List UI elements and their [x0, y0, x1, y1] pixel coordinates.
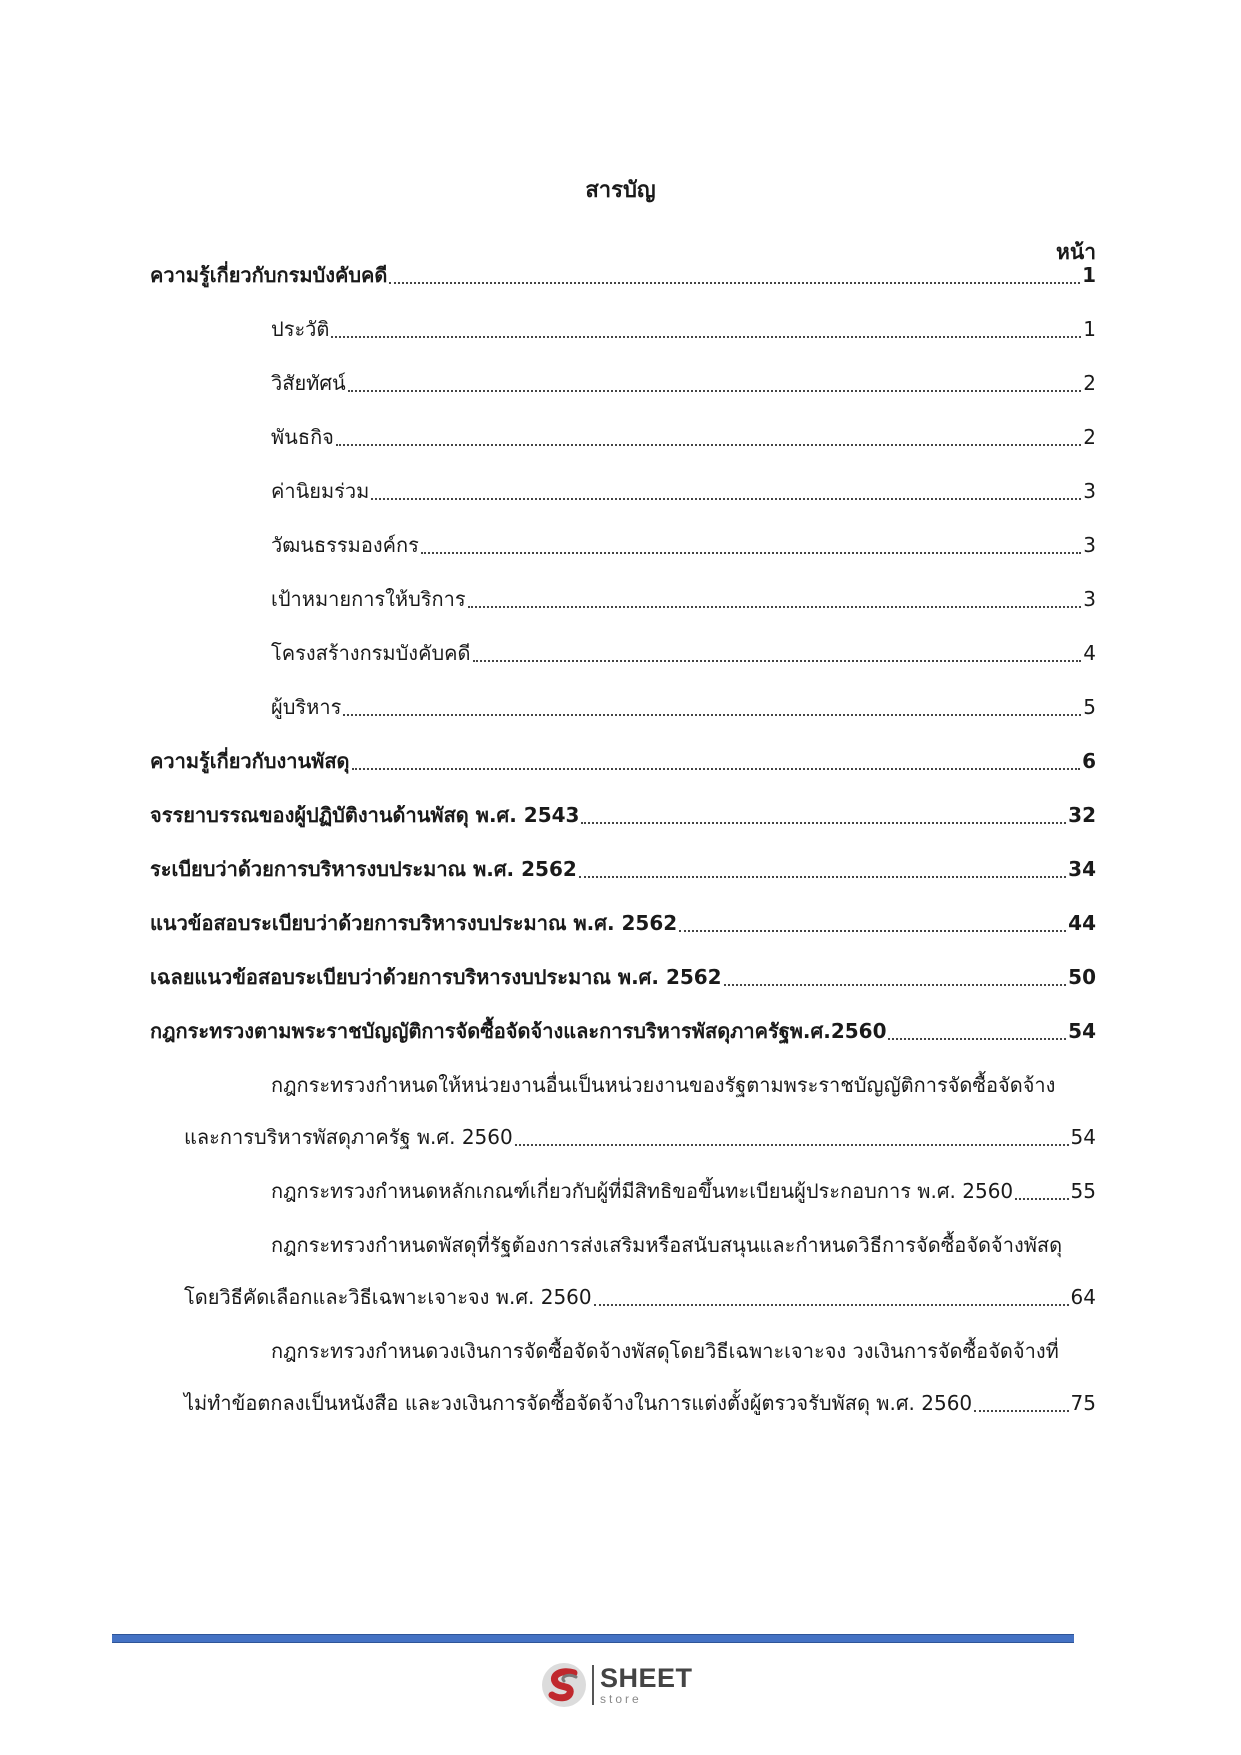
logo-divider: [592, 1665, 594, 1705]
toc-entry[interactable]: [184, 1118, 1096, 1152]
leader-dots: [343, 714, 1081, 716]
leader-dots: [371, 498, 1081, 500]
toc-entry-label: ประวัติ: [271, 317, 330, 341]
toc-entry-line1[interactable]: [271, 1066, 1096, 1100]
footer-divider: [112, 1634, 1074, 1643]
toc-entry[interactable]: [271, 364, 1096, 398]
leader-dots: [679, 930, 1066, 932]
toc-entry-page: 54: [1070, 1125, 1096, 1149]
toc-entry[interactable]: [271, 1172, 1096, 1206]
toc-entry-page: 2: [1083, 371, 1096, 395]
toc-entry-page: 3: [1083, 479, 1096, 503]
leader-dots: [389, 282, 1080, 284]
toc-entry-page: 50: [1068, 965, 1096, 989]
toc-entry[interactable]: [150, 904, 1096, 938]
toc-entry-label: วัฒนธรรมองค์กร: [271, 533, 419, 557]
toc-entry-label: ความรู้เกี่ยวกับงานพัสดุ: [150, 749, 350, 773]
toc-entry-label: กฎกระทรวงตามพระราชบัญญัติการจัดซื้อจัดจ้างและการบริหารพัสดุภาครัฐพ.ศ.2560: [150, 1019, 887, 1043]
leader-dots: [421, 552, 1081, 554]
leader-dots: [579, 876, 1066, 878]
toc-entry-label: เป้าหมายการให้บริการ: [271, 587, 466, 611]
toc-entry[interactable]: [271, 634, 1096, 668]
toc-entry-label: และการบริหารพัสดุภาครัฐ พ.ศ. 2560: [184, 1125, 513, 1149]
toc-entry[interactable]: [150, 796, 1096, 830]
leader-dots: [888, 1038, 1066, 1040]
toc-entry[interactable]: [271, 472, 1096, 506]
toc-entry-page: 1: [1082, 263, 1096, 287]
toc-entry-label: ผู้บริหาร: [271, 695, 342, 719]
toc-entry-page: 3: [1083, 587, 1096, 611]
toc-entry[interactable]: [271, 418, 1096, 452]
toc-entry-label: จรรยาบรรณของผู้ปฏิบัติงานด้านพัสดุ พ.ศ. 2543: [150, 803, 580, 827]
toc-entry[interactable]: [271, 580, 1096, 614]
leader-dots: [581, 822, 1066, 824]
toc-entry-label: โครงสร้างกรมบังคับคดี: [271, 641, 471, 665]
leader-dots: [594, 1304, 1069, 1306]
toc-entry[interactable]: [271, 310, 1096, 344]
page-column-header: หน้า: [1056, 240, 1096, 264]
leader-dots: [331, 336, 1081, 338]
leader-dots: [336, 444, 1081, 446]
toc-entry[interactable]: [271, 526, 1096, 560]
toc-entry[interactable]: [150, 256, 1096, 290]
toc-entry-label: โดยวิธีคัดเลือกและวิธีเฉพาะเจาะจง พ.ศ. 2560: [184, 1285, 592, 1309]
toc-entry-line1[interactable]: [271, 1332, 1096, 1366]
leader-dots: [348, 390, 1082, 392]
leader-dots: [1015, 1198, 1068, 1200]
leader-dots: [724, 984, 1067, 986]
sheet-store-logo: [540, 1660, 693, 1710]
toc-entry-page: 5: [1083, 695, 1096, 719]
toc-entry-page: 32: [1068, 803, 1096, 827]
toc-entry-label: แนวข้อสอบระเบียบว่าด้วยการบริหารงบประมาณ พ.ศ. 2562: [150, 911, 678, 935]
toc-entry-page: 4: [1083, 641, 1096, 665]
leader-dots: [515, 1144, 1069, 1146]
toc-entry-page: 3: [1083, 533, 1096, 557]
toc-entry-label: เฉลยแนวข้อสอบระเบียบว่าด้วยการบริหารงบประมาณ พ.ศ. 2562: [150, 965, 722, 989]
toc-entry-page: 54: [1068, 1019, 1096, 1043]
logo-title: SHEET: [600, 1663, 693, 1693]
toc-entry-page: 75: [1070, 1391, 1096, 1415]
toc-entry-label: ความรู้เกี่ยวกับกรมบังคับคดี: [150, 263, 388, 287]
toc-entry-line1[interactable]: [271, 1226, 1096, 1260]
leader-dots: [468, 606, 1082, 608]
toc-entry-page: 55: [1070, 1179, 1096, 1203]
toc-entry-page: 6: [1082, 749, 1096, 773]
toc-entry-label: กฎกระทรวงกำหนดพัสดุที่รัฐต้องการส่งเสริมหรือสนับสนุนและกำหนดวิธีการจัดซื้อจัดจ้างพัสดุ: [271, 1233, 1063, 1257]
toc-entry[interactable]: [150, 850, 1096, 884]
toc-entry-label: ค่านิยมร่วม: [271, 479, 370, 503]
logo-subtitle: store: [600, 1692, 642, 1706]
toc-entry[interactable]: [271, 688, 1096, 722]
toc-title: สารบัญ: [585, 178, 656, 203]
toc-entry-label: กฎกระทรวงกำหนดให้หน่วยงานอื่นเป็นหน่วยงานของรัฐตามพระราชบัญญัติการจัดซื้อจัดจ้าง: [271, 1073, 1056, 1097]
toc-entry[interactable]: [150, 1012, 1096, 1046]
toc-entry-label: พันธกิจ: [271, 425, 334, 449]
toc-entry[interactable]: [150, 958, 1096, 992]
toc-entry-label: ไม่ทำข้อตกลงเป็นหนังสือ และวงเงินการจัดซื้อจัดจ้างในการแต่งตั้งผู้ตรวจรับพัสดุ พ.ศ. 2560: [184, 1391, 973, 1415]
sheet-logo-icon: [540, 1661, 588, 1709]
toc-entry-page: 44: [1068, 911, 1096, 935]
leader-dots: [473, 660, 1082, 662]
toc-entry-page: 2: [1083, 425, 1096, 449]
toc-entry[interactable]: [150, 742, 1096, 776]
toc-entry-label: กฎกระทรวงกำหนดหลักเกณฑ์เกี่ยวกับผู้ที่มีสิทธิขอขึ้นทะเบียนผู้ประกอบการ พ.ศ. 2560: [271, 1179, 1014, 1203]
toc-entry[interactable]: [184, 1278, 1096, 1312]
leader-dots: [974, 1410, 1068, 1412]
toc-entry-page: 1: [1083, 317, 1096, 341]
toc-entry-label: ระเบียบว่าด้วยการบริหารงบประมาณ พ.ศ. 2562: [150, 857, 577, 881]
toc-entry-page: 64: [1070, 1285, 1096, 1309]
toc-entry-label: กฎกระทรวงกำหนดวงเงินการจัดซื้อจัดจ้างพัสดุโดยวิธีเฉพาะเจาะจง วงเงินการจัดซื้อจัดจ้างที่: [271, 1339, 1059, 1363]
toc-entry-page: 34: [1068, 857, 1096, 881]
leader-dots: [352, 768, 1081, 770]
toc-entry[interactable]: [184, 1384, 1096, 1418]
toc-entry-label: วิสัยทัศน์: [271, 371, 346, 395]
